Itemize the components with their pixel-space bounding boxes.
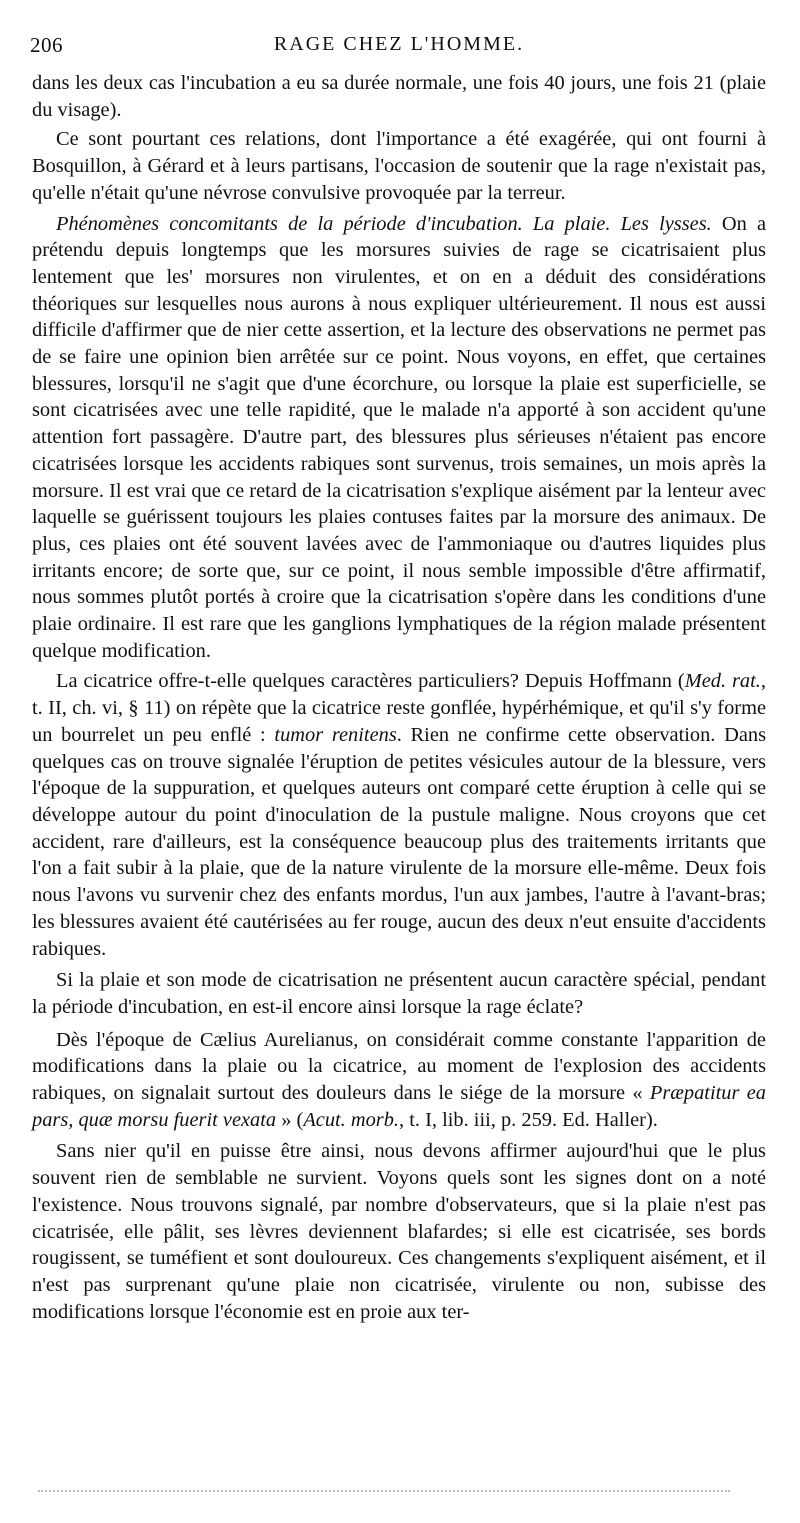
- citation-italic: Acut. morb.: [303, 1108, 400, 1131]
- scan-dots: [38, 1490, 730, 1496]
- paragraph-caelius: [32, 1027, 766, 1134]
- body-text: [32, 70, 766, 1325]
- latin-term: tumor renitens: [274, 723, 397, 746]
- running-title: RAGE CHEZ L'HOMME.: [273, 33, 525, 55]
- text-span: La cicatrice offre-t-elle quelques caractères particuliers? Depuis Hoffmann (: [56, 670, 685, 693]
- paragraph-cicatrice: [32, 668, 766, 962]
- text-span: , t. II, ch. vi, § 11) on répète que la cicatrice reste gonflée, hypérhémique, et qu'il s'y forme un bourrelet un peu enflé :: [32, 670, 766, 746]
- page-header: [30, 33, 768, 59]
- paragraph-signes: Sans nier qu'il en puisse être ainsi, nous devons affirmer aujourd'hui que le plus souvent rien de semblable ne survient. Voyons quels sont les signes dont on a noté l'existence. Nous trouvons signalé, par nombre d'observateurs, que si la plaie n'est pas cicatrisée, elle pâlit, ses lèvres deviennent blafardes; si elle est cicatrisée, ses bords rougissent, se tuméfient et sont douloureux. Ces changements s'expliquent aisément, et il n'est pas surprenant qu'une plaie non cicatrisée, virulente ou non, subisse des modifications lorsque l'économie est en proie aux ter-: [32, 1140, 766, 1323]
- text-span: , t. I, lib. iii, p. 259. Ed. Haller).: [399, 1108, 658, 1131]
- text-span: Dès l'époque de Cælius Aurelianus, on considérait comme constante l'apparition de modifications dans la plaie ou la cicatrice, au moment de l'explosion des accidents rabiques, on signalait surtout des douleurs dans le siége de la morsure «: [32, 1028, 766, 1105]
- latin-quote: Præpatitur ea pars, quæ morsu fuerit vexata: [32, 1082, 766, 1131]
- text-span: . Rien ne confirme cette observation. Dans quelques cas on trouve signalée l'éruption de petites vésicules autour de la blessure, vers l'époque de la suppuration, et quelques auteurs ont comparé cette éruption à celle qui se développe autour du point d'inoculation de la pustule maligne. Nous croyons que cet accident, rare d'ailleurs, est la conséquence beaucoup plus des traitements irritants que l'on a fait subir à la plaie, que de la nature virulente de la morsure elle-même. Deux fois nous l'avons vu survenir chez des enfants mordus, l'un aux jambes, l'autre à l'avant-bras; les blessures avaient été cautérisées au fer rouge, aucun des deux n'eut ensuite d'accidents rabiques.: [32, 723, 766, 960]
- citation-italic: Med. rat.: [684, 670, 761, 693]
- paragraph-text: On a prétendu depuis longtemps que les morsures suivies de rage se cicatrisaient plus lentement que les' morsures non virulentes, et on en a déduit des considérations théoriques sur lesquelles nous aurons à nous expliquer ultérieurement. Il nous est aussi difficile d'affirmer que de nier cette assertion, et la lecture des observations ne permet pas de se faire une opinion bien arrêtée sur ce point. Nous voyons, en effet, que certaines blessures, lorsqu'il ne s'agit que d'une écorchure, ou lorsque la plaie est superficielle, se sont cicatrisées avec une telle rapidité, que le malade n'a apporté à son accident qu'une attention fort passagère. D'autre part, des blessures plus sérieuses n'étaient pas encore cicatrisées lorsque les accidents rabiques sont survenus, trois semaines, un mois après la morsure. Il est vrai que ce retard de la cicatrisation s'explique aisément par la lenteur avec laquelle se guérissent toujours les plaies contuses faites par la morsure des animaux. De plus, ces plaies ont été souvent lavées avec de l'ammoniaque ou d'autres liquides plus irritants encore; de sorte que, sur ce point, il nous semble impossible d'être affirmatif, nous sommes plutôt portés à croire que la cicatrisation s'opère dans les conditions d'une plaie ordinaire. Il est rare que les ganglions lymphatiques de la région malade présentent quelque modification.: [32, 212, 766, 662]
- paragraph-question: Si la plaie et son mode de cicatrisation ne présentent aucun caractère spécial, pendant la période d'incubation, en est-il encore ainsi lorsque la rage éclate?: [32, 969, 766, 1018]
- text-span: » (: [276, 1108, 304, 1131]
- section-heading: Phénomènes concomitants de la période d'incubation. La plaie. Les lysses.: [56, 212, 712, 235]
- paragraph-continued: dans les deux cas l'incubation a eu sa durée normale, une fois 40 jours, une fois 21 (plaie du visage).: [32, 72, 766, 121]
- page-number: 206: [30, 33, 63, 57]
- paragraph-incubation: [32, 211, 766, 665]
- paragraph-bosquillon: Ce sont pourtant ces relations, dont l'importance a été exagérée, qui ont fourni à Bosquillon, à Gérard et à leurs partisans, l'occasion de soutenir que la rage n'existait pas, qu'elle n'était qu'une névrose convulsive provoquée par la terreur.: [32, 128, 766, 204]
